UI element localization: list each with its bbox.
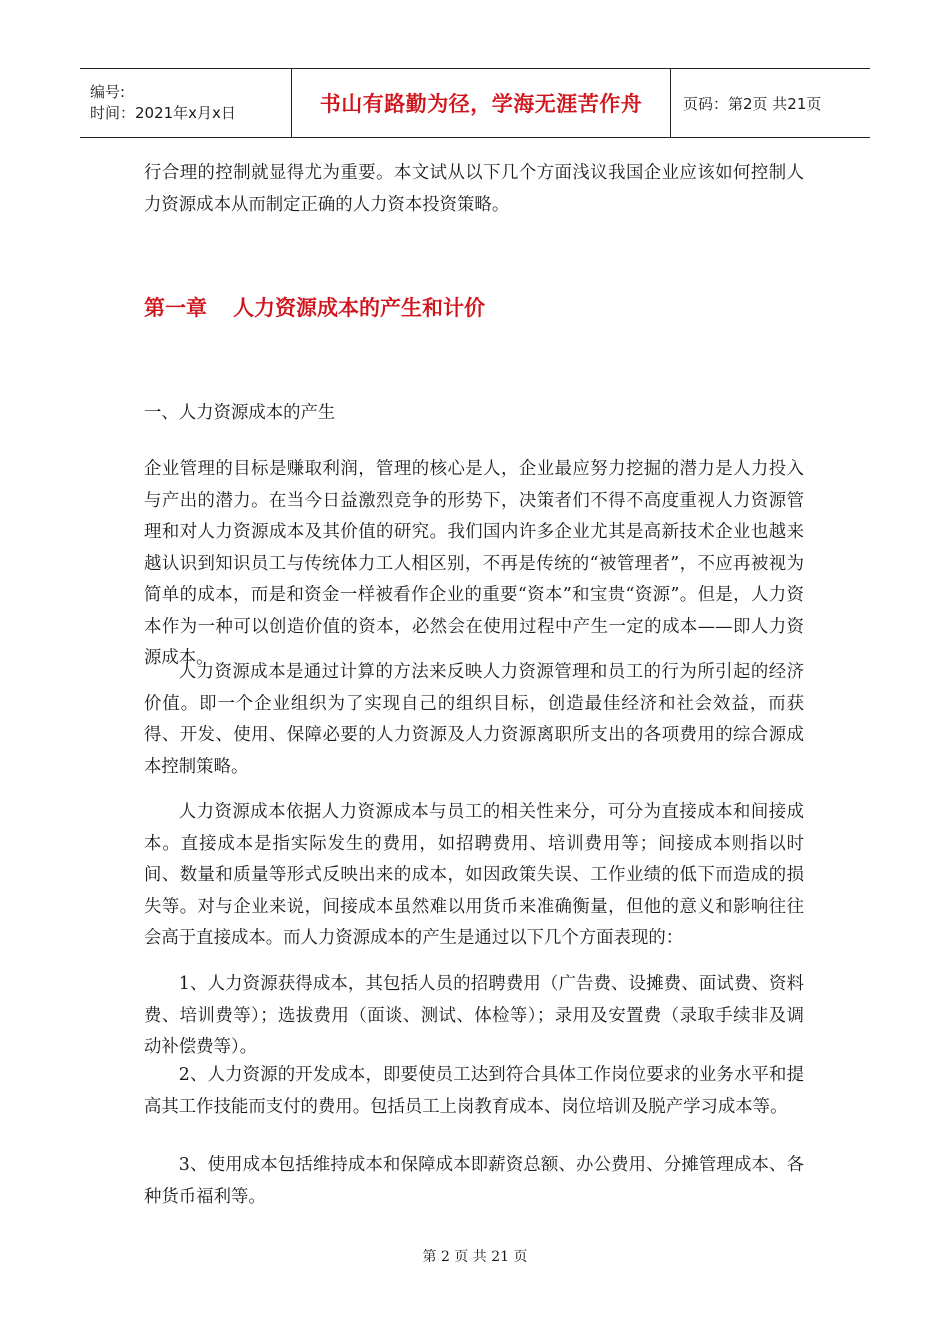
page-header [80, 68, 870, 138]
list-item-2: 2、人力资源的开发成本，即要使员工达到符合具体工作岗位要求的业务水平和提高其工作技能而支付的费用。包括员工上岗教育成本、岗位培训及脱产学习成本等。 [144, 1065, 804, 1117]
header-meta [80, 69, 291, 137]
intro-paragraph: 行合理的控制就显得尤为重要。本文试从以下几个方面浅议我国企业应该如何控制人力资源成本从而制定正确的人力资本投资策略。 [144, 163, 804, 215]
document-date: 时间：2021年x月x日 [90, 104, 236, 122]
list-item-3: 3、使用成本包括维持成本和保障成本即薪资总额、办公费用、分摊管理成本、各种货币福利等。 [144, 1155, 804, 1207]
header-page-info: 页码：第2页 共21页 [683, 94, 822, 113]
header-motto: 书山有路勤为径，学海无涯苦作舟 [319, 92, 643, 116]
chapter-heading [144, 292, 485, 322]
document-number-label: 编号: [90, 83, 126, 101]
list-item-1: 1、人力资源获得成本，其包括人员的招聘费用（广告费、设摊费、面试费、资料费、培训费等）；选拔费用（面谈、测试、体检等）；录用及安置费（录取手续非及调动补偿费等）。 [144, 974, 804, 1057]
header-motto-cell [291, 69, 671, 137]
body-paragraph-3: 人力资源成本依据人力资源成本与员工的相关性来分，可分为直接成本和间接成本。直接成本是指实际发生的费用，如招聘费用、培训费用等；间接成本则指以时间、数量和质量等形式反映出来的成本，如因政策失误、工作业绩的低下而造成的损失等。对与企业来说，间接成本虽然难以用货币来准确衡量，但他的意义和影响往往会高于直接成本。而人力资源成本的产生是通过以下几个方面表现的： [144, 802, 804, 948]
chapter-number: 第一章 [144, 296, 207, 320]
body-paragraph-1: 企业管理的目标是赚取利润，管理的核心是人，企业最应努力挖掘的潜力是人力投入与产出的潜力。在当今日益激烈竞争的形势下，决策者们不得不高度重视人力资源管理和对人力资源成本及其价值的研究。我们国内许多企业尤其是高新技术企业也越来越认识到知识员工与传统体力工人相区别，不再是传统的“被管理者”，不应再被视为简单的成本，而是和资金一样被看作企业的重要“资本”和宝贵“资源”。但是，人力资本作为一种可以创造价值的资本，必然会在使用过程中产生一定的成本——即人力资源成本。 [144, 459, 804, 668]
body-paragraph-2: 人力资源成本是通过计算的方法来反映人力资源管理和员工的行为所引起的经济价值。即一个企业组织为了实现自己的组织目标，创造最佳经济和社会效益，而获得、开发、使用、保障必要的人力资源及人力资源离职所支出的各项费用的综合源成本控制策略。 [144, 662, 804, 777]
header-page-cell [671, 69, 870, 137]
section-heading: 一、人力资源成本的产生 [144, 403, 336, 423]
page-footer: 第 2 页 共 21 页 [422, 1249, 528, 1265]
chapter-title: 人力资源成本的产生和计价 [233, 296, 485, 320]
